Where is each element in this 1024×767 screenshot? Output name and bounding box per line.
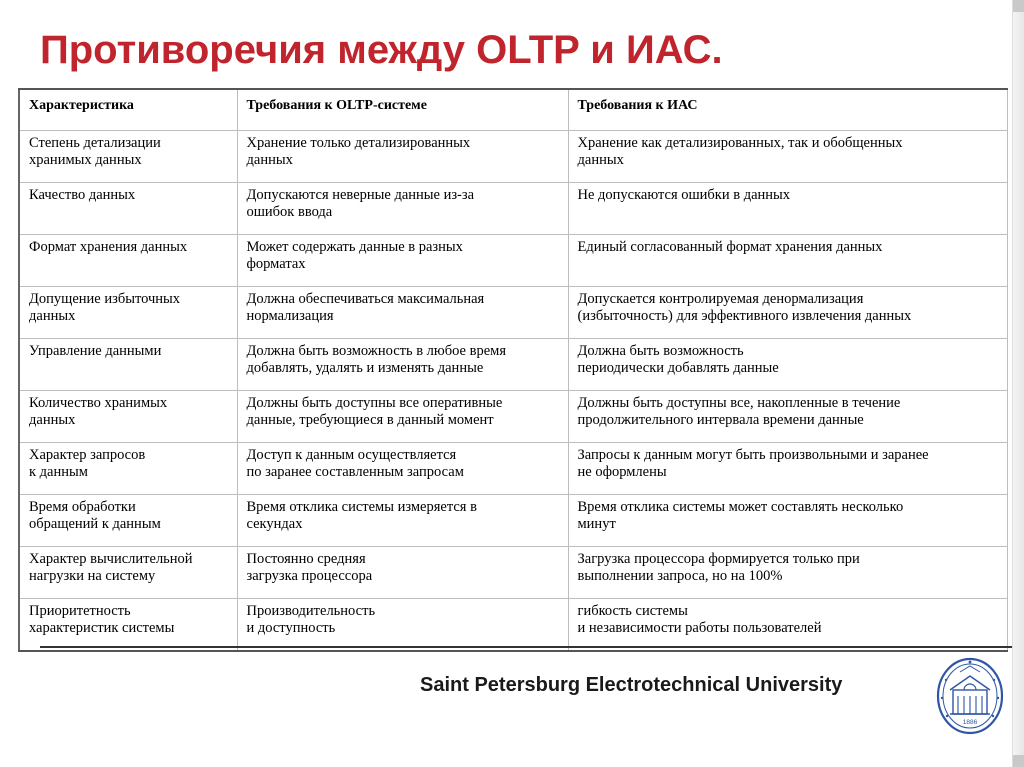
- table-row: [19, 443, 1007, 495]
- cell-ias: [568, 443, 1007, 495]
- cell-text-line: данных: [577, 151, 624, 168]
- comparison-table: [18, 88, 1008, 652]
- cell-text-line: хранимых данных: [29, 151, 142, 168]
- cell-text-line: данные, требующиеся в данный момент: [246, 411, 494, 428]
- cell-oltp: [237, 339, 568, 391]
- cell-text-line: Допускается контролируемая денормализация: [577, 291, 864, 307]
- table-row: [19, 339, 1007, 391]
- header-ias: Требования к ИАС: [568, 89, 1007, 131]
- cell-oltp: [237, 287, 568, 339]
- cell-text-line: загрузка процессора: [246, 567, 373, 584]
- cell-ias: [568, 287, 1007, 339]
- cell-text-line: периодически добавлять данные: [577, 359, 779, 376]
- slide-frame-edge: [1012, 0, 1024, 767]
- header-oltp: Требования к OLTP-системе: [237, 89, 568, 131]
- cell-text-line: Должна обеспечиваться максимальная: [246, 291, 485, 307]
- logo-year: 1886: [962, 719, 978, 726]
- cell-oltp: [237, 443, 568, 495]
- cell-text-line: характеристик системы: [29, 619, 175, 636]
- cell-oltp: [237, 599, 568, 652]
- cell-text-line: гибкость системы: [577, 603, 688, 619]
- slide-title: Противоречия между OLTP и ИАС.: [40, 28, 723, 72]
- cell-text-line: нормализация: [246, 307, 334, 324]
- cell-characteristic: [19, 183, 237, 235]
- cell-text-line: Допущение избыточных: [29, 291, 181, 307]
- cell-oltp: [237, 391, 568, 443]
- cell-text-line: Должна быть возможность в любое время: [246, 343, 506, 359]
- cell-text-line: (избыточность) для эффективного извлечения данных: [577, 307, 912, 324]
- cell-text-line: Допускаются неверные данные из-за: [246, 187, 475, 203]
- cell-text-line: Хранение как детализированных, так и обобщенных: [577, 135, 903, 151]
- cell-text-line: продолжительного интервала времени данные: [577, 411, 864, 428]
- cell-text-line: Время обработки: [29, 499, 136, 515]
- table-row: [19, 131, 1007, 183]
- cell-ias: [568, 235, 1007, 287]
- cell-text-line: данных: [246, 151, 293, 168]
- cell-text-line: Может содержать данные в разных: [246, 239, 463, 255]
- cell-text-line: Время отклика системы может составлять несколько: [577, 499, 904, 515]
- cell-oltp: [237, 547, 568, 599]
- cell-text-line: Единый согласованный формат хранения данных: [577, 239, 883, 255]
- university-name: Saint Petersburg Electrotechnical University: [420, 674, 843, 696]
- cell-ias: [568, 495, 1007, 547]
- cell-text-line: Постоянно средняя: [246, 551, 366, 567]
- footer-divider: [40, 646, 1012, 648]
- cell-characteristic: [19, 443, 237, 495]
- cell-text-line: ошибок ввода: [246, 203, 333, 220]
- cell-characteristic: [19, 391, 237, 443]
- table-row: [19, 599, 1007, 652]
- table-row: [19, 183, 1007, 235]
- cell-text-line: Должны быть доступны все оперативные: [246, 395, 503, 411]
- cell-text-line: выполнении запроса, но на 100%: [577, 567, 783, 584]
- cell-oltp: [237, 183, 568, 235]
- cell-text-line: Запросы к данным могут быть произвольными и заранее: [577, 447, 929, 463]
- cell-text-line: обращений к данным: [29, 515, 161, 532]
- cell-text-line: добавлять, удалять и изменять данные: [246, 359, 484, 376]
- cell-text-line: Загрузка процессора формируется только при: [577, 551, 860, 567]
- cell-text-line: и доступность: [246, 619, 336, 636]
- cell-text-line: Должны быть доступны все, накопленные в течение: [577, 395, 901, 411]
- university-logo: [936, 656, 1004, 736]
- table-header-row: [19, 89, 1007, 131]
- cell-text-line: форматах: [246, 255, 306, 272]
- cell-text-line: Характер запросов: [29, 447, 146, 463]
- cell-characteristic: [19, 287, 237, 339]
- cell-ias: [568, 599, 1007, 652]
- cell-characteristic: [19, 235, 237, 287]
- table-row: [19, 495, 1007, 547]
- cell-text-line: Доступ к данным осуществляется: [246, 447, 457, 463]
- cell-characteristic: [19, 599, 237, 652]
- cell-text-line: Хранение только детализированных: [246, 135, 471, 151]
- cell-text-line: Степень детализации: [29, 135, 161, 151]
- cell-oltp: [237, 235, 568, 287]
- table-row: [19, 235, 1007, 287]
- table-row: [19, 547, 1007, 599]
- cell-text-line: Формат хранения данных: [29, 239, 188, 255]
- table-body: [19, 131, 1007, 652]
- cell-text-line: Количество хранимых: [29, 395, 168, 411]
- cell-text-line: данных: [29, 411, 76, 428]
- cell-text-line: Характер вычислительной: [29, 551, 193, 567]
- cell-oltp: [237, 131, 568, 183]
- cell-text-line: Производительность: [246, 603, 376, 619]
- cell-characteristic: [19, 547, 237, 599]
- table-row: [19, 391, 1007, 443]
- cell-text-line: Качество данных: [29, 187, 136, 203]
- cell-ias: [568, 391, 1007, 443]
- cell-characteristic: [19, 495, 237, 547]
- cell-text-line: по заранее составленным запросам: [246, 463, 464, 480]
- cell-ias: [568, 131, 1007, 183]
- cell-text-line: Время отклика системы измеряется в: [246, 499, 477, 515]
- cell-ias: [568, 339, 1007, 391]
- cell-text-line: секундах: [246, 515, 303, 532]
- cell-text-line: Не допускаются ошибки в данных: [577, 187, 791, 203]
- cell-text-line: к данным: [29, 463, 88, 480]
- cell-text-line: Приоритетность: [29, 603, 131, 619]
- header-characteristic: Характеристика: [19, 89, 237, 131]
- cell-characteristic: [19, 339, 237, 391]
- cell-text-line: не оформлены: [577, 463, 667, 480]
- cell-text-line: данных: [29, 307, 76, 324]
- cell-text-line: Должна быть возможность: [577, 343, 744, 359]
- cell-ias: [568, 183, 1007, 235]
- cell-text-line: и независимости работы пользователей: [577, 619, 822, 636]
- cell-text-line: Управление данными: [29, 343, 162, 359]
- table-row: [19, 287, 1007, 339]
- cell-text-line: нагрузки на систему: [29, 567, 156, 584]
- cell-ias: [568, 547, 1007, 599]
- cell-oltp: [237, 495, 568, 547]
- cell-text-line: минут: [577, 515, 616, 532]
- cell-characteristic: [19, 131, 237, 183]
